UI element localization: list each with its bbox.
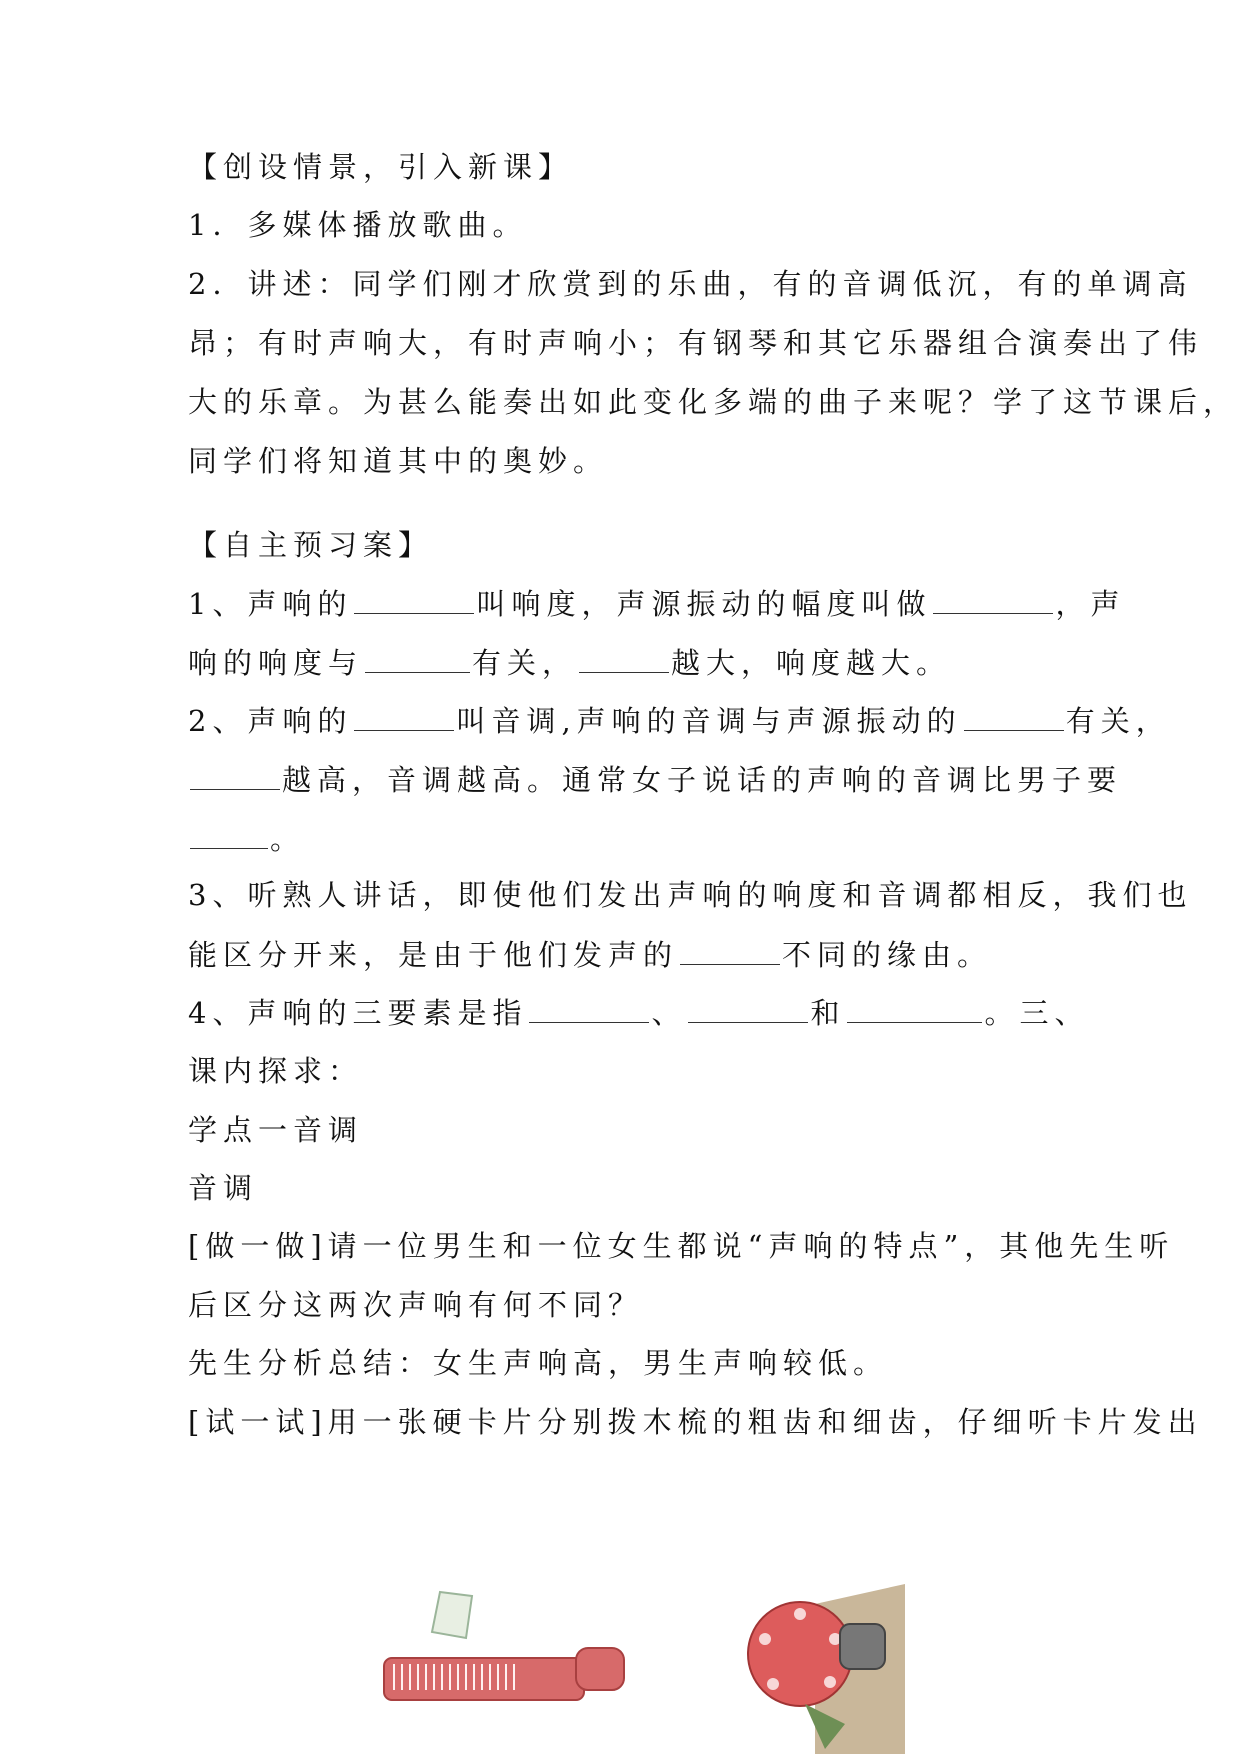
q2-text-a: 2、声响的 — [188, 704, 353, 738]
q4-blank-3 — [847, 992, 982, 1023]
q1-text-f: 越大，响度越大。 — [671, 646, 952, 680]
q4-text-d: 。三、 — [984, 996, 1090, 1030]
q3-blank-1 — [680, 934, 780, 965]
question-4-line-2: 课内探求： — [188, 1054, 364, 1088]
explore-try-line-1: [试一试]用一张硬卡片分别拨木梳的粗齿和细齿，仔细听卡片发出 — [188, 1405, 1203, 1439]
question-1-line-1 — [188, 583, 1126, 624]
explore-summary: 先生分析总结：女生声响高，男生声响较低。 — [188, 1346, 889, 1380]
preview-heading: 【自主预习案】 — [188, 528, 434, 562]
q1-blank-2 — [933, 583, 1053, 614]
q2-blank-3 — [190, 759, 280, 790]
q1-blank-1 — [354, 583, 474, 614]
explore-subtitle: 音调 — [188, 1171, 259, 1205]
intro-item-1: 1．多媒体播放歌曲。 — [188, 208, 528, 242]
explore-do-line-2: 后区分这两次声响有何不同？ — [188, 1288, 644, 1322]
q1-text-a: 1、声响的 — [188, 587, 353, 621]
explore-do-line-1: [做一做]请一位男生和一位女生都说“声响的特点”，其他先生听 — [188, 1229, 1175, 1263]
q4-text-b: 、 — [651, 996, 687, 1030]
question-1-line-2 — [188, 642, 1078, 683]
q2-blank-4 — [190, 818, 268, 849]
q4-blank-2 — [688, 992, 808, 1023]
q1-text-d: 响的响度与 — [188, 646, 364, 680]
intro-item-2-line-1: 2．讲述：同学们刚才欣赏到的乐曲，有的音调低沉，有的单调高 — [188, 267, 1193, 301]
explore-point-1: 学点一音调 — [188, 1113, 364, 1147]
q1-blank-3 — [365, 642, 470, 673]
question-2-line-2 — [188, 759, 1123, 800]
q1-blank-4 — [579, 642, 669, 673]
q4-text-c: 和 — [810, 996, 846, 1030]
rotating-disc-illustration — [745, 1584, 905, 1754]
q2-text-b: 叫音调,声响的音调与声源振动的 — [456, 704, 962, 738]
question-2-line-3 — [188, 818, 1078, 859]
q1-text-b: 叫响度，声源振动的幅度叫做 — [476, 587, 932, 621]
motor-shape — [840, 1624, 885, 1669]
q1-text-c: ，声 — [1055, 587, 1126, 621]
q3-text-a: 能区分开来，是由于他们发声的 — [188, 938, 679, 972]
comb-card-illustration — [380, 1590, 630, 1740]
comb-handle — [576, 1648, 624, 1690]
q4-blank-1 — [529, 992, 649, 1023]
question-4-line-1 — [188, 992, 1090, 1033]
q4-text-a: 4、声响的三要素是指 — [188, 996, 528, 1030]
q2-text-c: 有关， — [1065, 704, 1171, 738]
card-shape — [432, 1592, 472, 1638]
q1-text-e: 有关， — [472, 646, 578, 680]
comb-body — [384, 1658, 584, 1700]
intro-item-2-line-2: 昂；有时声响大，有时声响小；有钢琴和其它乐器组合演奏出了伟 — [188, 326, 1204, 360]
intro-heading: 【创设情景，引入新课】 — [188, 150, 574, 184]
q2-text-d: 越高，音调越高。通常女子说话的声响的音调比男子要 — [282, 763, 1123, 797]
q3-text-b: 不同的缘由。 — [782, 938, 993, 972]
question-2-line-1 — [188, 700, 1171, 741]
q2-blank-1 — [354, 700, 454, 731]
question-3-line-1: 3、听熟人讲话，即使他们发出声响的响度和音调都相反，我们也 — [188, 878, 1193, 912]
q2-blank-2 — [964, 700, 1064, 731]
question-3-line-2 — [188, 934, 1078, 975]
q2-text-e: 。 — [270, 822, 306, 856]
intro-item-2-line-4: 同学们将知道其中的奥妙。 — [188, 444, 609, 478]
intro-item-2-line-3: 大的乐章。为甚么能奏出如此变化多端的曲子来呢？学了这节课后， — [188, 385, 1239, 419]
